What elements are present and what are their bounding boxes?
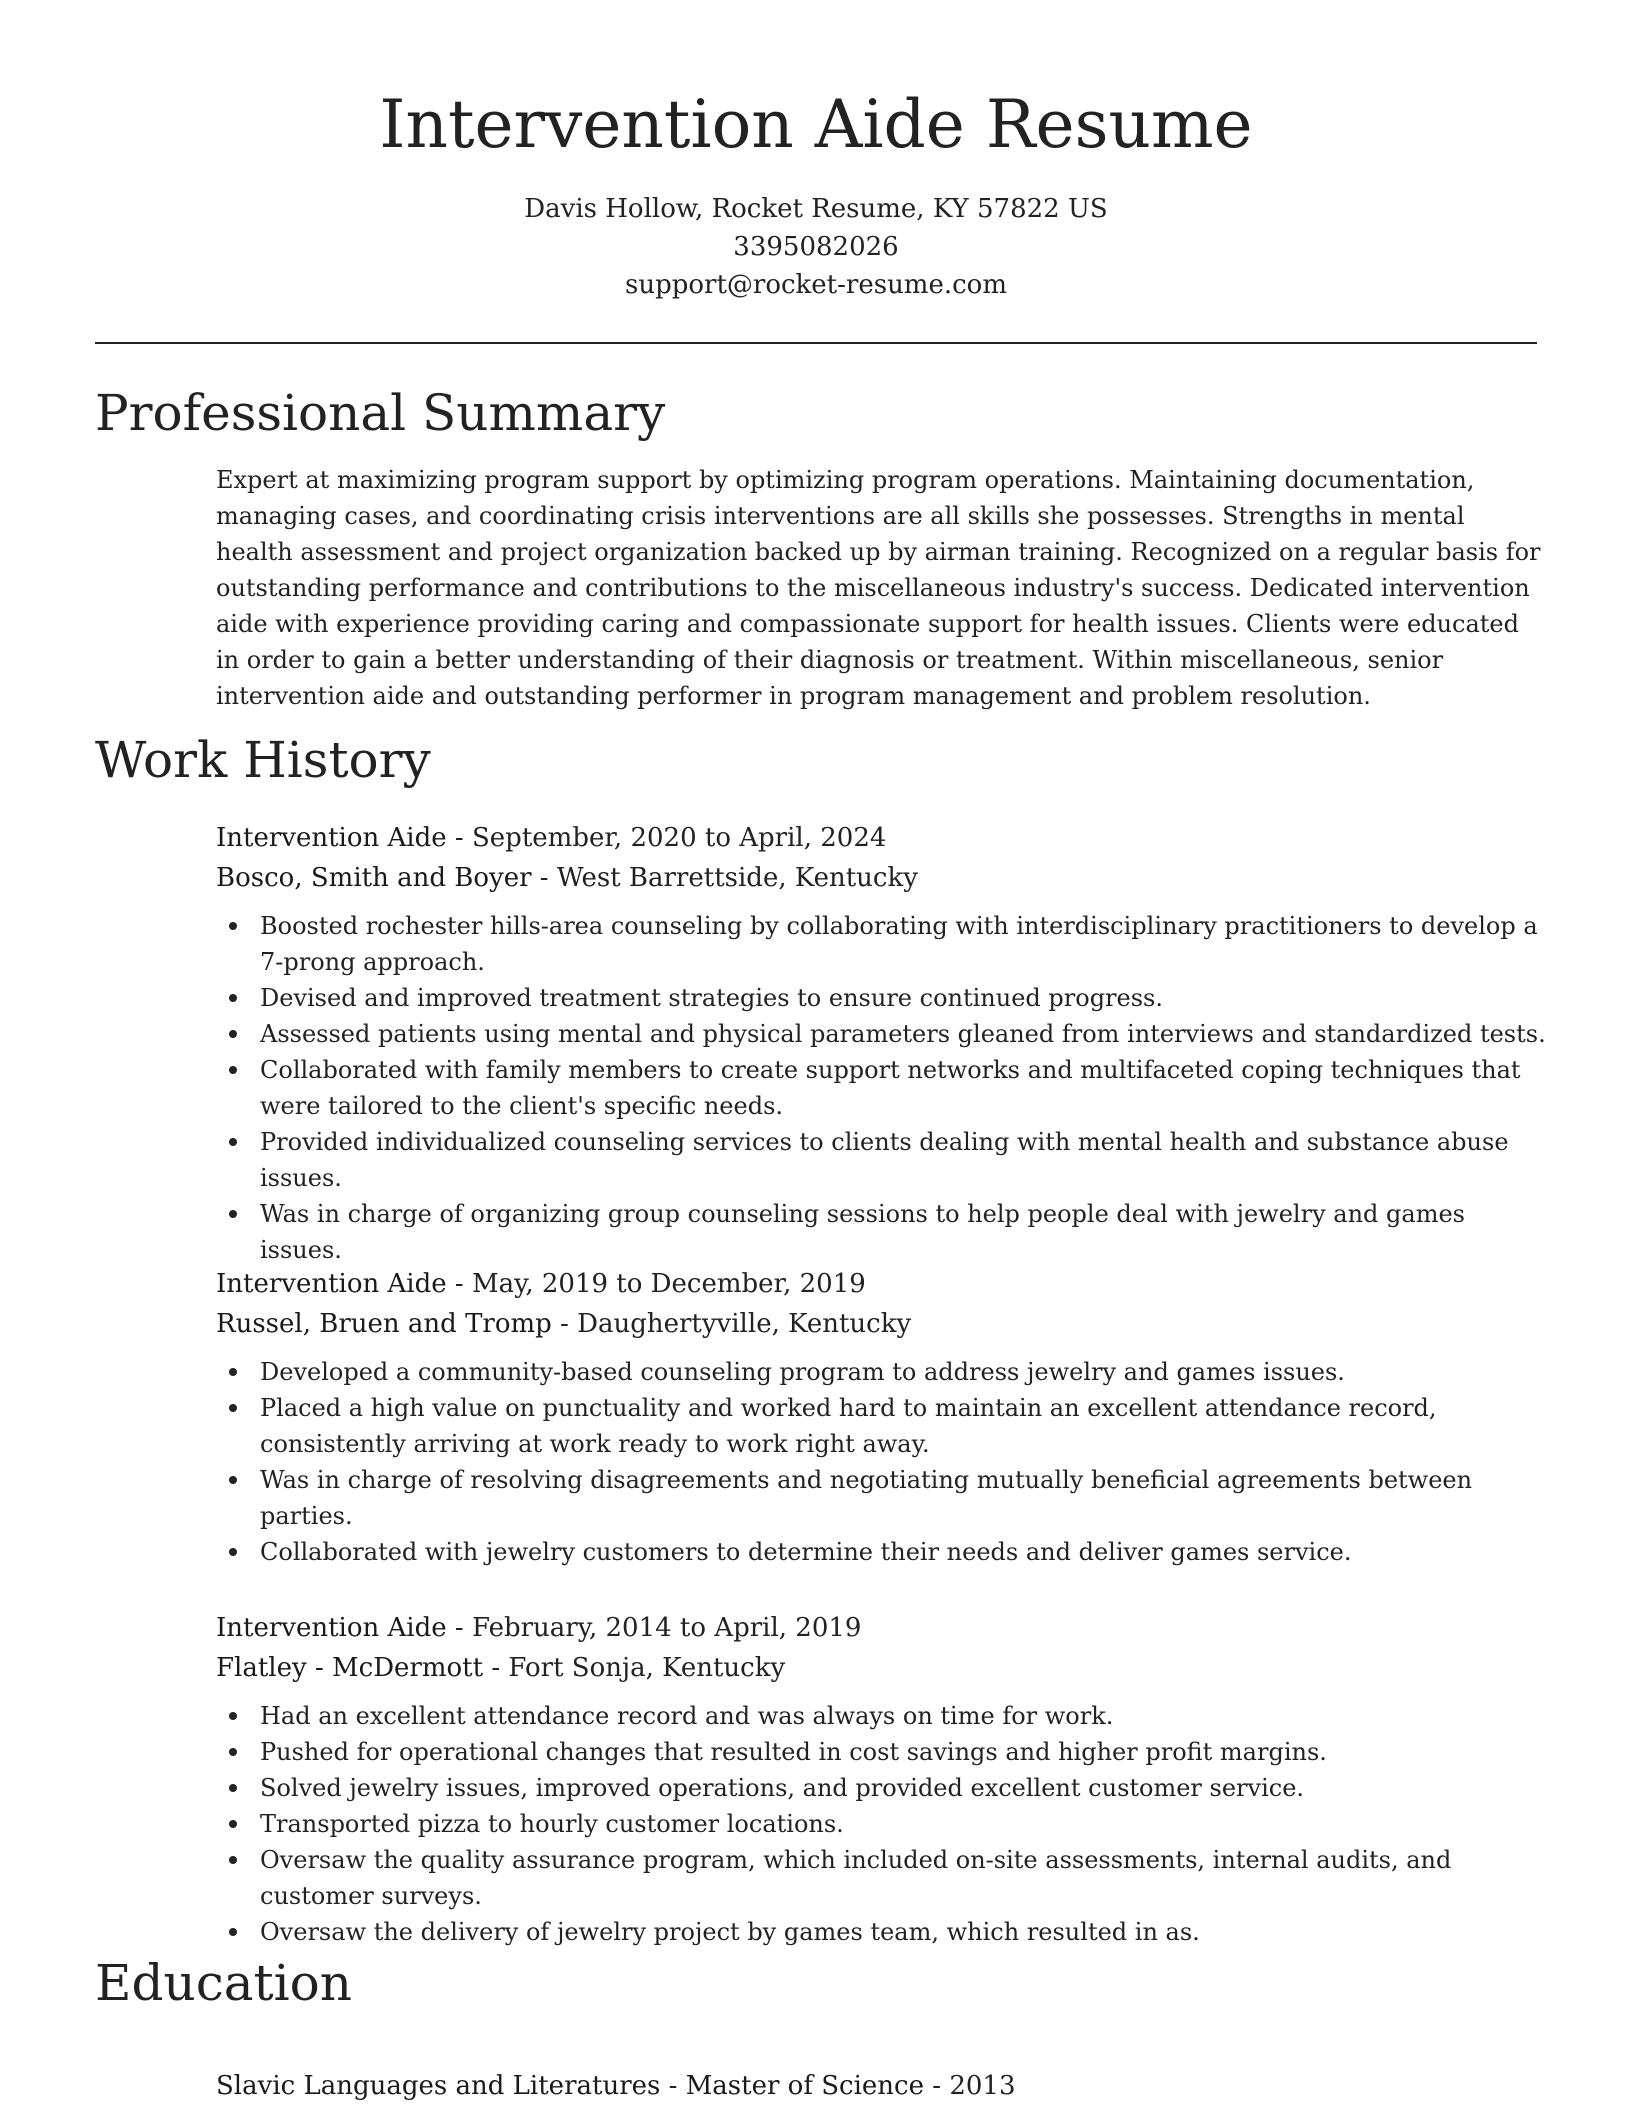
job-location: Fort Sonja, Kentucky	[508, 1653, 786, 1683]
education-entry	[216, 2066, 1016, 2106]
bullet-dot	[229, 994, 237, 1002]
bullet-text: Collaborated with family members to create support networks and multifaceted coping techniques that were tailored to the client's specific needs.	[260, 1056, 1521, 1120]
list-item	[216, 1390, 1546, 1462]
bullet-text: Oversaw the delivery of jewelry project by games team, which resulted in as.	[260, 1918, 1200, 1946]
bullet-text: Provided individualized counseling services to clients dealing with mental health and substance abuse issues.	[260, 1128, 1509, 1192]
separator: -	[446, 823, 472, 853]
job-employer: Flatley - McDermott	[216, 1653, 484, 1683]
list-item	[216, 1354, 1546, 1390]
bullet-dot	[229, 1548, 237, 1556]
bullet-dot	[229, 1138, 237, 1146]
job-employer: Bosco, Smith and Boyer	[216, 863, 532, 893]
bullet-text: Placed a high value on punctuality and worked hard to maintain an excellent attendance record, consistently arriving at work ready to work right away.	[260, 1394, 1437, 1458]
job-title: Intervention Aide	[216, 823, 447, 853]
bullet-dot	[229, 1712, 237, 1720]
bullet-dot	[229, 1404, 237, 1412]
bullet-text: Pushed for operational changes that resulted in cost savings and higher profit margins.	[260, 1738, 1327, 1766]
list-item	[216, 1914, 1546, 1950]
job-location: West Barrettside, Kentucky	[556, 863, 918, 893]
separator: -	[531, 863, 557, 893]
bullet-dot	[229, 1210, 237, 1218]
bullet-text: Devised and improved treatment strategies to ensure continued progress.	[260, 984, 1163, 1012]
job-dates: September, 2020 to April, 2024	[471, 823, 887, 853]
separator: -	[446, 1613, 472, 1643]
bullet-text: Was in charge of resolving disagreements and negotiating mutually beneficial agreements between parties.	[260, 1466, 1473, 1530]
summary-text: Expert at maximizing program support by optimizing program operations. Maintaining documentation, managing cases, and coordinating crisis interventions are all skills she possesses. Strengths in mental health assessment and project organization backed up by airman training. Recognized on a regular basis for outstanding performance and contributions to the miscellaneous industry's success. Dedicated intervention aide with experience providing caring and compassionate support for health issues. Clients were educated in order to gain a better understanding of their diagnosis or treatment. Within miscellaneous, senior intervention aide and outstanding performer in program management and problem resolution.	[216, 466, 1541, 710]
list-item	[216, 1196, 1546, 1268]
education-degree: Master of Science	[685, 2071, 924, 2101]
job-title: Intervention Aide	[216, 1269, 447, 1299]
separator: -	[446, 1269, 472, 1299]
bullet-dot	[229, 1820, 237, 1828]
list-item	[216, 1770, 1546, 1806]
job-employer-line	[216, 1304, 1546, 1344]
job-bullets	[216, 1698, 1546, 1950]
job-dates: May, 2019 to December, 2019	[471, 1269, 866, 1299]
bullet-dot	[229, 1368, 237, 1376]
job-entry	[216, 1608, 1546, 1950]
bullet-dot	[229, 1856, 237, 1864]
list-item	[216, 1462, 1546, 1534]
separator: -	[551, 1309, 578, 1339]
education-year: 2013	[949, 2071, 1016, 2101]
bullet-text: Was in charge of organizing group counseling sessions to help people deal with jewelry and games issues.	[260, 1200, 1465, 1264]
list-item	[216, 1124, 1546, 1196]
contact-phone: 3395082026	[733, 232, 899, 262]
bullet-dot	[229, 1066, 237, 1074]
job-title-line	[216, 818, 1546, 858]
separator: -	[483, 1653, 509, 1683]
job-title-line	[216, 1608, 1546, 1648]
bullet-text: Transported pizza to hourly customer locations.	[260, 1810, 844, 1838]
bullet-text: Boosted rochester hills-area counseling by collaborating with interdisciplinary practitioners to develop a 7-prong approach.	[260, 912, 1538, 976]
bullet-dot	[229, 1030, 237, 1038]
list-item	[216, 1052, 1546, 1124]
job-title-line	[216, 1264, 1546, 1304]
job-employer-line	[216, 858, 1546, 898]
list-item	[216, 1806, 1546, 1842]
summary-heading: Professional Summary	[95, 384, 666, 442]
job-entry	[216, 818, 1546, 1268]
list-item	[216, 1842, 1546, 1914]
contact-address: Davis Hollow, Rocket Resume, KY 57822 US	[524, 194, 1108, 224]
education-heading: Education	[95, 1954, 352, 2012]
list-item	[216, 1734, 1546, 1770]
bullet-dot	[229, 922, 237, 930]
job-entry	[216, 1264, 1546, 1570]
list-item	[216, 908, 1546, 980]
list-item	[216, 980, 1546, 1016]
job-bullets	[216, 908, 1546, 1268]
job-employer-line	[216, 1648, 1546, 1688]
list-item	[216, 1016, 1546, 1052]
list-item	[216, 1698, 1546, 1734]
header-divider	[95, 342, 1537, 344]
bullet-text: Solved jewelry issues, improved operations, and provided excellent customer service.	[260, 1774, 1305, 1802]
separator: -	[660, 2071, 686, 2101]
job-dates: February, 2014 to April, 2019	[471, 1613, 862, 1643]
bullet-dot	[229, 1928, 237, 1936]
bullet-dot	[229, 1476, 237, 1484]
contact-email: support@rocket-resume.com	[624, 270, 1007, 300]
job-employer: Russel, Bruen and Tromp	[216, 1309, 552, 1339]
job-bullets	[216, 1354, 1546, 1570]
separator: -	[924, 2071, 950, 2101]
bullet-text: Oversaw the quality assurance program, which included on-site assessments, internal audits, and customer surveys.	[260, 1846, 1452, 1910]
bullet-dot	[229, 1784, 237, 1792]
bullet-text: Developed a community-based counseling program to address jewelry and games issues.	[260, 1358, 1345, 1386]
job-location: Daughertyville, Kentucky	[577, 1309, 912, 1339]
bullet-text: Assessed patients using mental and physical parameters gleaned from interviews and standardized tests.	[260, 1020, 1546, 1048]
job-title: Intervention Aide	[216, 1613, 447, 1643]
contact-block	[0, 190, 1632, 304]
resume-title: Intervention Aide Resume	[379, 86, 1253, 163]
work-history-heading: Work History	[95, 731, 431, 789]
education-field: Slavic Languages and Literatures	[216, 2071, 661, 2101]
list-item	[216, 1534, 1546, 1570]
bullet-dot	[229, 1748, 237, 1756]
bullet-text: Had an excellent attendance record and was always on time for work.	[260, 1702, 1114, 1730]
bullet-text: Collaborated with jewelry customers to determine their needs and deliver games service.	[260, 1538, 1352, 1566]
